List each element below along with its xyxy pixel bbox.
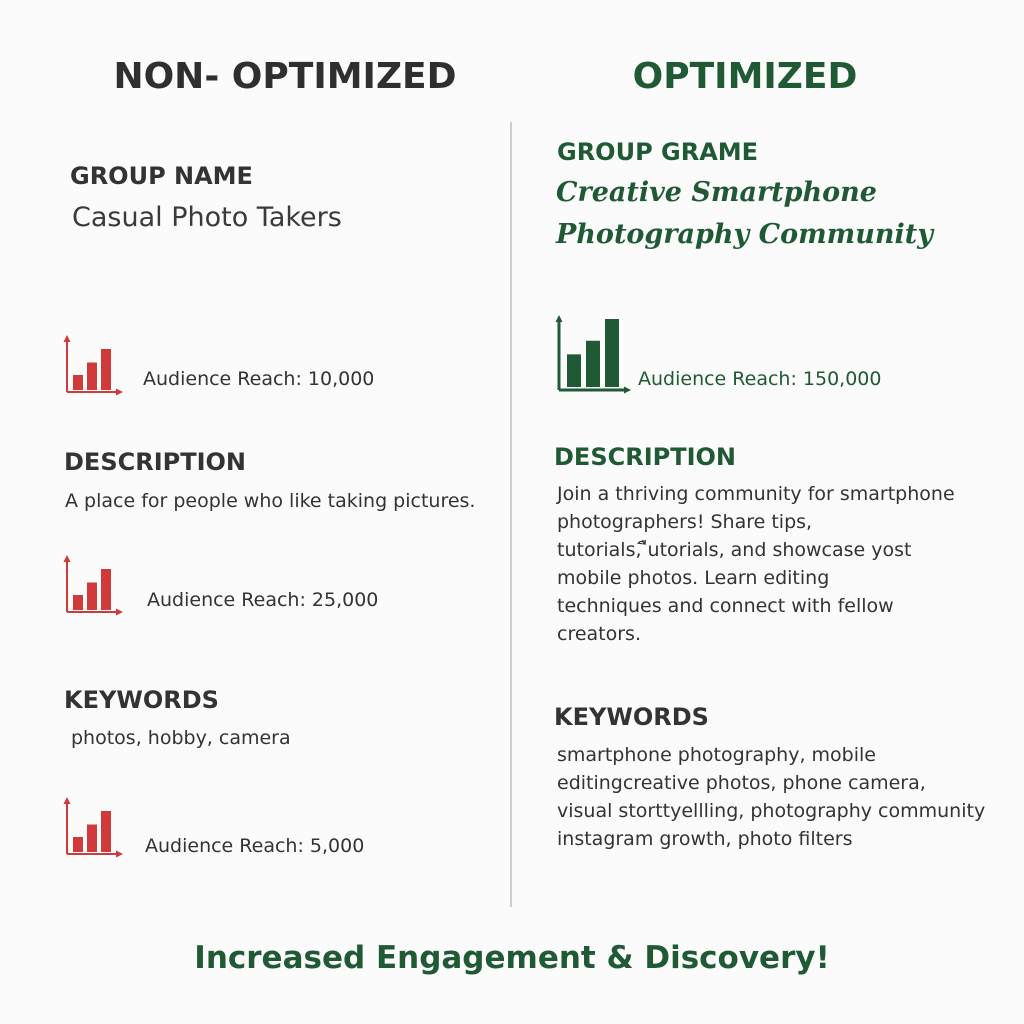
right-group-name-label: GROUP GRAME <box>557 138 759 166</box>
left-bar-chart-icon-1 <box>62 334 126 398</box>
right-description-line: photographers! Share tips, <box>557 511 813 533</box>
icon-bar <box>73 837 83 852</box>
left-keywords-label: KEYWORDS <box>64 686 219 714</box>
right-group-name-line-1: Creative Smartphone <box>556 177 877 208</box>
left-audience-reach-1: Audience Reach: 10,000 <box>143 368 375 390</box>
y-axis-arrow <box>556 315 563 322</box>
right-description-line: tutorials, ืutorials, and showcase yost <box>557 539 912 561</box>
right-description-label: DESCRIPTION <box>554 443 737 471</box>
icon-bar <box>605 319 619 387</box>
icon-bar <box>101 811 111 852</box>
y-axis-arrow <box>64 335 71 342</box>
right-description-line: techniques and connect with fellow <box>557 595 894 617</box>
icon-bar <box>586 341 600 387</box>
left-bar-chart-icon-3 <box>62 796 126 860</box>
y-axis-arrow <box>64 555 71 562</box>
left-description: A place for people who like taking pictures. <box>65 490 476 512</box>
left-description-label: DESCRIPTION <box>64 448 247 476</box>
left-audience-reach-2: Audience Reach: 25,000 <box>147 589 379 611</box>
left-audience-reach-3: Audience Reach: 5,000 <box>145 835 365 857</box>
icon-bar <box>101 349 111 390</box>
x-axis-arrow <box>116 851 123 858</box>
footer-tagline: Increased Engagement & Discovery! <box>194 940 830 976</box>
right-description-line: Join a thriving community for smartphone <box>557 483 955 505</box>
icon-bar <box>73 375 83 390</box>
y-axis-arrow <box>64 797 71 804</box>
icon-bar <box>87 583 97 611</box>
optimized-title: OPTIMIZED <box>632 56 858 97</box>
x-axis-arrow <box>116 389 123 396</box>
icon-bar <box>87 825 97 853</box>
left-keywords: photos, hobby, camera <box>71 727 291 749</box>
right-bar-chart-icon <box>554 314 634 398</box>
right-keywords-line: smartphone photography, mobile <box>557 744 876 766</box>
column-divider <box>510 122 512 907</box>
right-keywords-label: KEYWORDS <box>554 703 709 731</box>
icon-bar <box>101 569 111 610</box>
right-description-line: mobile photos. Learn editing <box>557 567 830 589</box>
non-optimized-title: NON- OPTIMIZED <box>113 56 457 97</box>
right-keywords-line: editingcreative photos, phone camera, <box>557 772 926 794</box>
x-axis-arrow <box>116 609 123 616</box>
right-audience-reach-1: Audience Reach: 150,000 <box>638 368 882 390</box>
right-keywords <box>557 741 985 853</box>
icon-bar <box>567 354 581 387</box>
right-keywords-line: instagram growth, photo filters <box>557 828 853 850</box>
left-group-name-label: GROUP NAME <box>70 162 253 190</box>
left-bar-chart-icon-2 <box>62 554 126 618</box>
icon-bar <box>73 595 83 610</box>
right-keywords-line: visual storttyellling, photography community <box>557 800 986 822</box>
right-description <box>557 480 955 648</box>
left-group-name: Casual Photo Takers <box>72 202 342 233</box>
icon-bar <box>87 363 97 391</box>
right-description-line: creators. <box>557 623 641 645</box>
right-group-name-line-2: Photography Community <box>556 219 933 250</box>
x-axis-arrow <box>624 387 631 394</box>
